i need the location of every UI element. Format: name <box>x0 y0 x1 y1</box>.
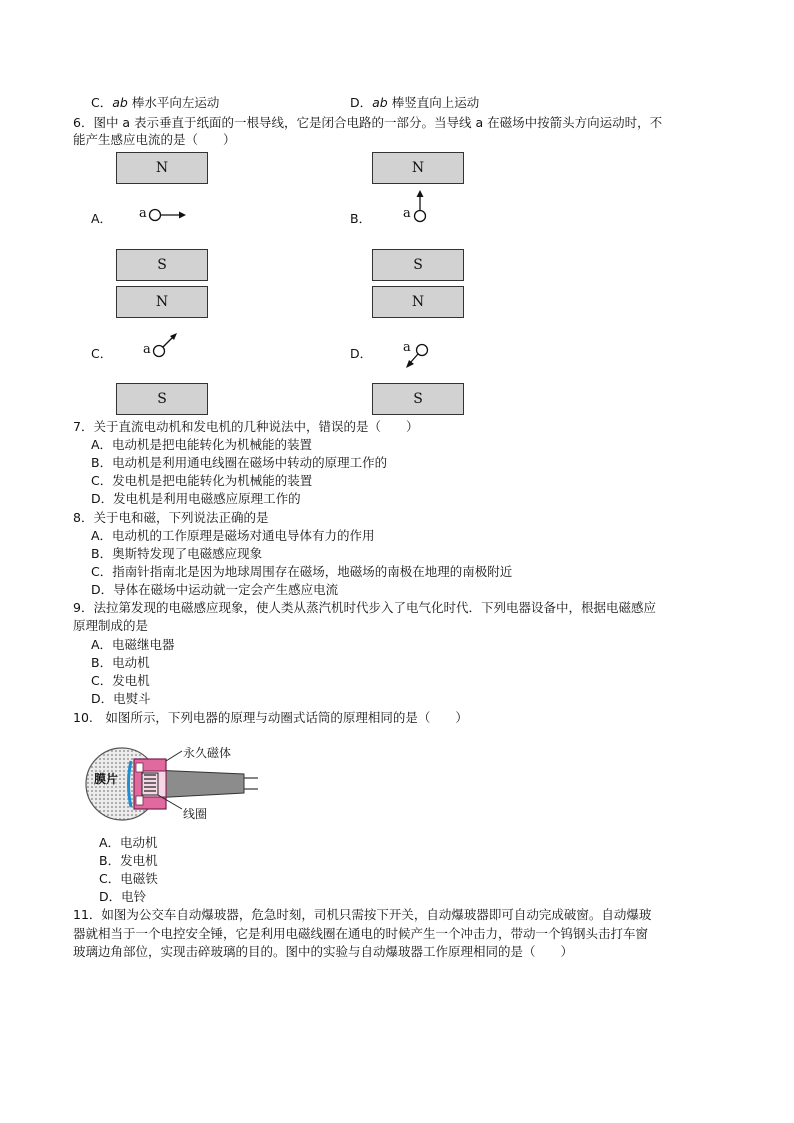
wire-label-a: a <box>139 206 147 221</box>
q8-option-d: D．导体在磁场中运动就一定会产生感应电流 <box>91 582 339 597</box>
label-coil: 线圈 <box>183 807 208 821</box>
wire-label-b: a <box>403 206 411 221</box>
label-permanent-magnet: 永久磁体 <box>183 746 232 760</box>
q9-option-c: C．发电机 <box>91 673 150 688</box>
q6-option-b-label: B． <box>350 211 372 226</box>
magnet-north-a: N <box>116 152 208 184</box>
magnet-south-b: S <box>372 249 464 281</box>
q11-stem-line2: 器就相当于一个电控安全锤，它是利用电磁线圈在通电的时候产生一个冲击力，带动一个钨钢头击打车窗 <box>73 926 649 941</box>
q6-stem-line2: 能产生感应电流的是（ ） <box>73 132 236 147</box>
wire-b-arrow-up-icon <box>412 190 428 224</box>
magnet-north-b: N <box>372 152 464 184</box>
q10-option-a: A．电动机 <box>99 835 158 850</box>
q10-option-c: C．电磁铁 <box>99 871 158 886</box>
wire-a-arrow-right-icon <box>148 207 188 223</box>
q7-stem: 7．关于直流电动机和发电机的几种说法中，错误的是（ ） <box>73 419 419 434</box>
q11-stem-line1: 11．如图为公交车自动爆玻器，危急时刻，司机只需按下开关，自动爆玻器即可自动完成破窗。自动爆玻 <box>73 907 652 922</box>
q7-option-d: D．发电机是利用电磁感应原理工作的 <box>91 491 301 506</box>
q5-option-c: C．ab 棒水平向左运动 <box>91 95 220 110</box>
q8-option-c: C．指南针指南北是因为地球周围存在磁场，地磁场的南极在地理的南极附近 <box>91 564 513 579</box>
q9-option-b: B．电动机 <box>91 655 150 670</box>
q5-option-d: D．ab 棒竖直向上运动 <box>350 95 480 110</box>
q7-option-b: B．电动机是利用通电线圈在磁场中转动的原理工作的 <box>91 455 388 470</box>
wire-d-arrow-down-left-icon <box>404 343 434 373</box>
q9-stem-line1: 9．法拉第发现的电磁感应现象，使人类从蒸汽机时代步入了电气化时代．下列电器设备中，根据电磁感应 <box>73 600 656 615</box>
wire-c-arrow-up-right-icon <box>152 331 180 359</box>
q10-stem: 10. 如图所示，下列电器的原理与动圈式话筒的原理相同的是（ ） <box>73 710 468 725</box>
label-diaphragm: 膜片 <box>94 772 119 786</box>
wire-label-c: a <box>143 342 151 357</box>
magnet-south-d: S <box>372 383 464 415</box>
q9-option-d: D．电熨斗 <box>91 691 151 706</box>
q6-stem-line1: 6．图中 a 表示垂直于纸面的一根导线，它是闭合电路的一部分。当导线 a 在磁场中按箭头方向运动时，不 <box>73 115 663 130</box>
q6-option-d-label: D． <box>350 346 373 361</box>
q7-option-c: C．发电机是把电能转化为机械能的装置 <box>91 473 313 488</box>
q11-stem-line3: 玻璃边角部位，实现击碎玻璃的目的。图中的实验与自动爆玻器工作原理相同的是（ ） <box>73 944 574 959</box>
q9-stem-line2: 原理制成的是 <box>73 618 149 633</box>
magnet-north-c: N <box>116 286 208 318</box>
q6-option-c-label: C． <box>91 346 113 361</box>
q8-option-a: A．电动机的工作原理是磁场对通电导体有力的作用 <box>91 528 375 543</box>
q8-option-b: B．奥斯特发现了电磁感应现象 <box>91 546 263 561</box>
q7-option-a: A．电动机是把电能转化为机械能的装置 <box>91 437 313 452</box>
magnet-south-c: S <box>116 383 208 415</box>
q8-stem: 8．关于电和磁，下列说法正确的是 <box>73 510 269 525</box>
q9-option-a: A．电磁继电器 <box>91 637 175 652</box>
magnet-north-d: N <box>372 286 464 318</box>
q10-option-d: D．电铃 <box>99 889 147 904</box>
magnet-south-a: S <box>116 249 208 281</box>
q10-option-b: B．发电机 <box>99 853 158 868</box>
wire-label-d: a <box>403 340 411 355</box>
q6-option-a-label: A． <box>91 211 113 226</box>
